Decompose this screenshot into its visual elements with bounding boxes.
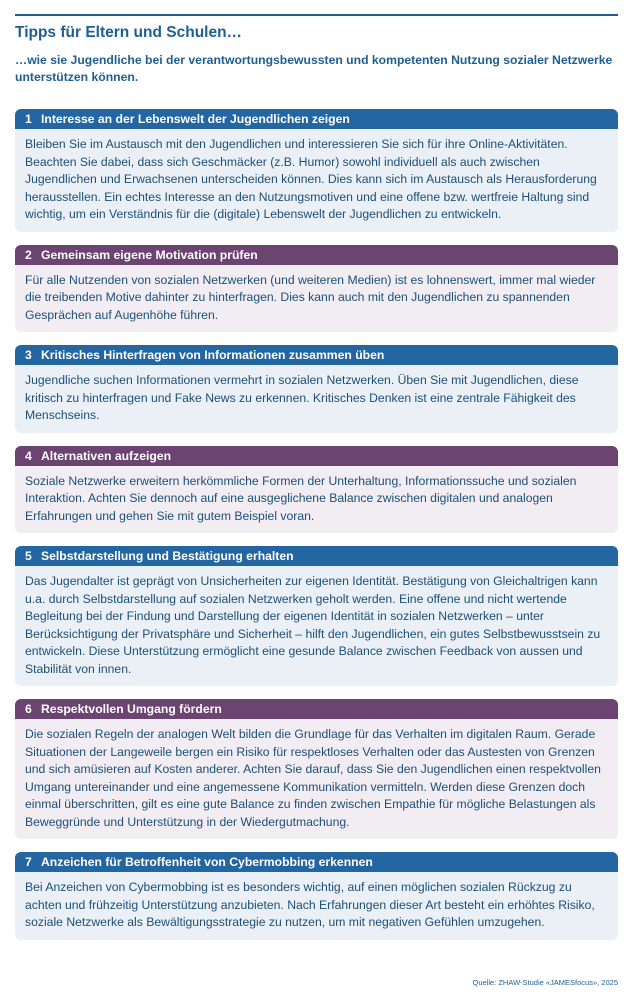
page-subtitle: …wie sie Jugendliche bei der verantwortungsbewussten und kompetenten Nutzung sozialer Netzwerke unterstützen können. — [15, 53, 613, 84]
tip-body: Für alle Nutzenden von sozialen Netzwerken (und weiteren Medien) ist es lohnenswert, immer mal wieder die treibenden Motive dahinter zu hinterfragen. Dies kann auch mit den Jugendlichen zu spannenden Gesprächen auf Augenhöhe führen. — [15, 265, 618, 333]
source-note: Quelle: ZHAW-Studie «JAMESfocus», 2025 — [472, 978, 618, 987]
tip-body: Soziale Netzwerke erweitern herkömmliche Formen der Unterhaltung, Informationssuche und sozialen Interaktion. Achten Sie dennoch auf eine ausgeglichene Balance zwischen digitalen und analogen Erfahrungen und gehen Sie mit gutem Beispiel voran. — [15, 466, 618, 534]
tip-heading: Anzeichen für Betroffenheit von Cybermobbing erkennen — [41, 855, 373, 869]
tip-heading: Gemeinsam eigene Motivation prüfen — [41, 247, 258, 262]
tip-number: 6 — [25, 702, 32, 716]
tip-body: Das Jugendalter ist geprägt von Unsicherheiten zur eigenen Identität. Bestätigung von Gleichaltrigen kann u.a. durch Selbstdarstellung auf sozialen Netzwerken geholt werden. Eine offene und nicht wertende Begleitung bei der Findung und Darstellung der eigenen Identität in sozialen Netzwerken – unter Berücksichtigung der Privatsphäre und Sicherheit – hilft den Jugendlichen, ein gutes Selbstbewusstsein zu entwickeln. Diese Unterstützung ermöglicht eine gesunde Balance zwischen Feedback von aussen und Stabilität von innen. — [15, 566, 618, 686]
tip-section-7 — [15, 852, 618, 940]
tip-section-2 — [15, 245, 618, 333]
tip-heading: Selbstdarstellung und Bestätigung erhalten — [41, 549, 294, 563]
tip-header — [15, 546, 618, 566]
tip-heading: Alternativen aufzeigen — [41, 448, 172, 463]
tip-number: 4 — [25, 448, 32, 463]
tip-section-4 — [15, 446, 618, 534]
tip-number: 2 — [25, 247, 32, 262]
tip-header — [15, 345, 618, 365]
tip-header — [15, 446, 618, 466]
tip-heading: Interesse an der Lebenswelt der Jugendlichen zeigen — [41, 112, 350, 126]
tip-number: 7 — [25, 855, 32, 869]
tip-section-1 — [15, 109, 618, 232]
tip-number: 3 — [25, 348, 32, 362]
tip-number: 1 — [25, 112, 32, 126]
tip-body: Bleiben Sie im Austausch mit den Jugendlichen und interessieren Sie sich für ihre Online-Aktivitäten. Beachten Sie dabei, dass sich Geschmäcker (z.B. Humor) sowohl individuell als auch zwischen Jugendlichen und Erwachsenen unterscheiden können. Dies kann sich im Austausch als Herausforderung herausstellen. Ein echtes Interesse an den Nutzungsmotiven und eine offene bzw. wertfreie Haltung sind wichtig, um ein Verständnis für die (digitale) Lebenswelt der Jugendlichen zu entwickeln. — [15, 129, 618, 232]
tip-body: Die sozialen Regeln der analogen Welt bilden die Grundlage für das Verhalten im digitalen Raum. Gerade Situationen der Langeweile bergen ein Risiko für respektloses Verhalten oder das Austesten von Grenzen und sich amüsieren auf Kosten anderer. Achten Sie darauf, dass Sie den Jugendlichen einen respektvollen Umgang untereinander und eine angemessene Kommunikation vermitteln. Werden diese Grenzen doch einmal überschritten, gilt es eine gute Balance zu finden zwischen Empathie für mögliche Belastungen als Beweggründe und Unterstützung in der Wiedergutmachung. — [15, 719, 618, 839]
top-divider — [15, 14, 618, 16]
tip-header — [15, 699, 618, 719]
page-title: Tipps für Eltern und Schulen… — [15, 24, 243, 41]
tip-heading: Kritisches Hinterfragen von Informationen zusammen üben — [41, 348, 385, 362]
tip-section-5 — [15, 546, 618, 686]
tip-number: 5 — [25, 549, 32, 563]
tip-body: Jugendliche suchen Informationen vermehrt in sozialen Netzwerken. Üben Sie mit Jugendlichen, diese kritisch zu hinterfragen und Fake News zu erkennen. Kritisches Denken ist eine zentrale Fähigkeit des Menschseins. — [15, 365, 618, 433]
tip-header — [15, 852, 618, 872]
tips-page — [15, 14, 618, 953]
tip-section-3 — [15, 345, 618, 433]
tip-heading: Respektvollen Umgang fördern — [41, 702, 222, 716]
tip-header — [15, 109, 618, 129]
tips-list — [15, 109, 618, 940]
tip-header — [15, 245, 618, 265]
tip-section-6 — [15, 699, 618, 839]
tip-body: Bei Anzeichen von Cybermobbing ist es besonders wichtig, auf einen möglichen sozialen Rückzug zu achten und frühzeitig Unterstützung anzubieten. Nach Erfahrungen dieser Art besteht ein erhöhtes Risiko, soziale Netzwerke als Bewältigungsstrategie zu nutzen, um mit negativen Gefühlen umzugehen. — [15, 872, 618, 940]
